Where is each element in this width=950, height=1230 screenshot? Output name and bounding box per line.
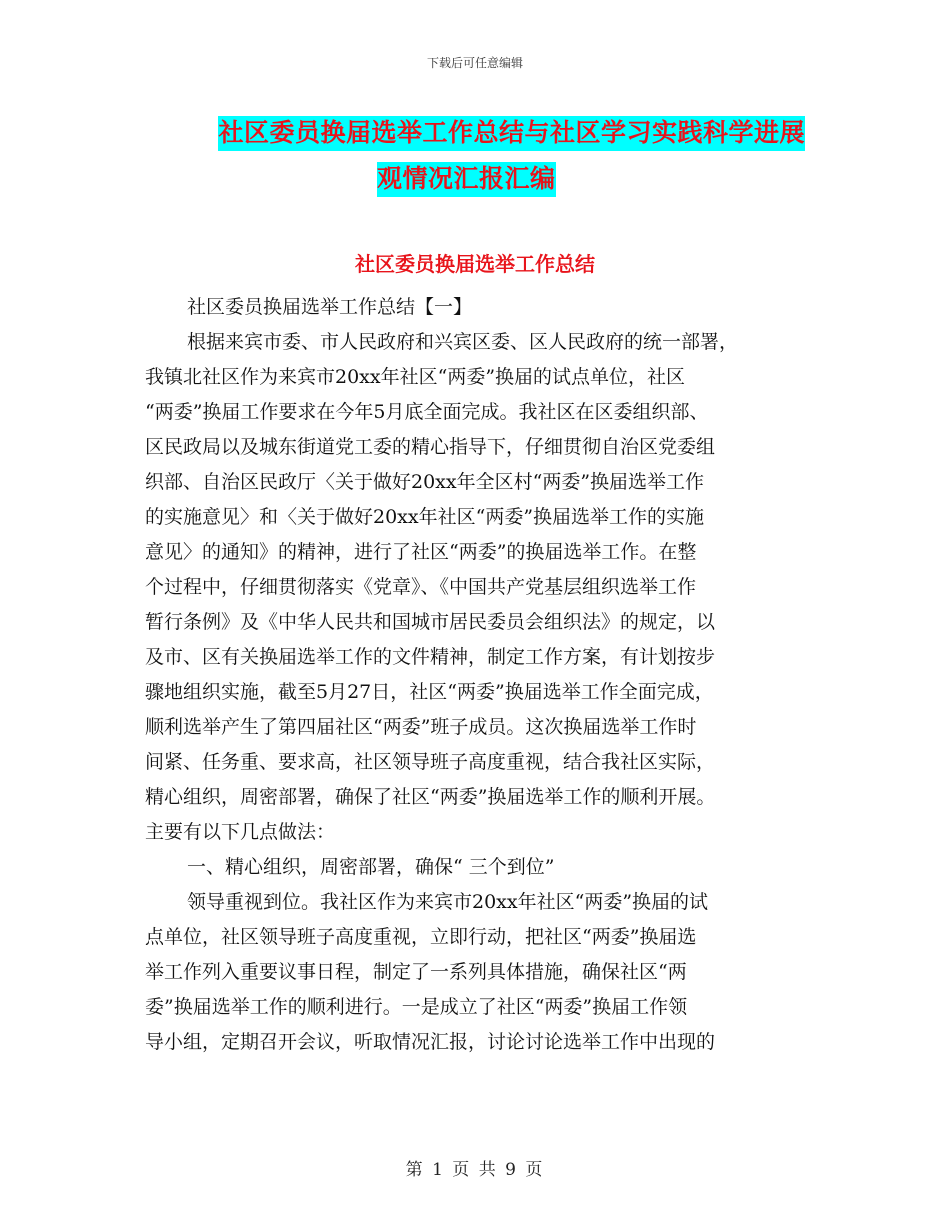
paragraph-line: 精心组织，周密部署，确保了社区“两委”换届选举工作的顺利开展。 xyxy=(145,786,716,808)
paragraph-line: 点单位，社区领导班子高度重视，立即行动，把社区“两委”换届选 xyxy=(145,926,697,948)
paragraph-line: 间紧、任务重、要求高，社区领导班子高度重视，结合我社区实际， xyxy=(145,751,716,773)
paragraph-line: 主要有以下几点做法： xyxy=(145,821,336,843)
document-title xyxy=(120,110,880,202)
page-footer: 第 1 页 共 9 页 xyxy=(405,1160,545,1180)
document-title-line-1 xyxy=(120,110,880,156)
paragraph-line: 我镇北社区作为来宾市20xx年社区“两委”换届的试点单位，社区 xyxy=(145,366,686,388)
paragraph-line: 顺利选举产生了第四届社区“两委”班子成员。这次换届选举工作时 xyxy=(145,716,697,738)
paragraph-line: 及市、区有关换届选举工作的文件精神，制定工作方案，有计划按步 xyxy=(145,646,716,668)
subsection-heading: 社区委员换届选举工作总结【一】 xyxy=(187,296,473,318)
paragraph-line: 委”换届选举工作的顺利进行。一是成立了社区“两委”换届工作领 xyxy=(145,996,688,1018)
paragraph-line: 举工作列入重要议事日程，制定了一系列具体措施，确保社区“两 xyxy=(145,961,687,983)
page-header: 下载后可任意编辑 xyxy=(426,56,523,70)
section-title: 社区委员换届选举工作总结 xyxy=(355,252,595,276)
document-title-line-2 xyxy=(120,156,880,202)
body-text xyxy=(145,290,810,1060)
paragraph-line: 的实施意见〉和〈关于做好20xx年社区“两委”换届选举工作的实施 xyxy=(145,506,705,528)
paragraph-line: 暂行条例》及《中华人民共和国城市居民委员会组织法》的规定，以 xyxy=(145,611,716,633)
subsection-heading: 一、精心组织，周密部署，确保“ 三个到位” xyxy=(187,856,555,878)
paragraph-line: 根据来宾市委、市人民政府和兴宾区委、区人民政府的统一部署， xyxy=(187,331,739,353)
paragraph-line: 意见〉的通知》的精神，进行了社区“两委”的换届选举工作。在整 xyxy=(145,541,697,563)
paragraph-line: 织部、自治区民政厅〈关于做好20xx年全区村“两委”换届选举工作 xyxy=(145,471,705,493)
paragraph-line: 导小组，定期召开会议，听取情况汇报，讨论讨论选举工作中出现的 xyxy=(145,1031,716,1053)
paragraph-line: 领导重视到位。我社区作为来宾市20xx年社区“两委”换届的试 xyxy=(187,891,709,913)
title-highlight-2: 观情况汇报汇编 xyxy=(377,162,556,197)
paragraph-line: 个过程中，仔细贯彻落实《党章》、《中国共产党基层组织选举工作 xyxy=(145,576,697,598)
paragraph-line: 区民政局以及城东街道党工委的精心指导下，仔细贯彻自治区党委组 xyxy=(145,436,716,458)
paragraph-line: “两委”换届工作要求在今年5月底全面完成。我社区在区委组织部、 xyxy=(145,401,709,423)
paragraph-line: 骤地组织实施，截至5月27日，社区“两委”换届选举工作全面完成， xyxy=(145,681,714,703)
title-highlight-1: 社区委员换届选举工作总结与社区学习实践科学进展 xyxy=(218,116,805,151)
